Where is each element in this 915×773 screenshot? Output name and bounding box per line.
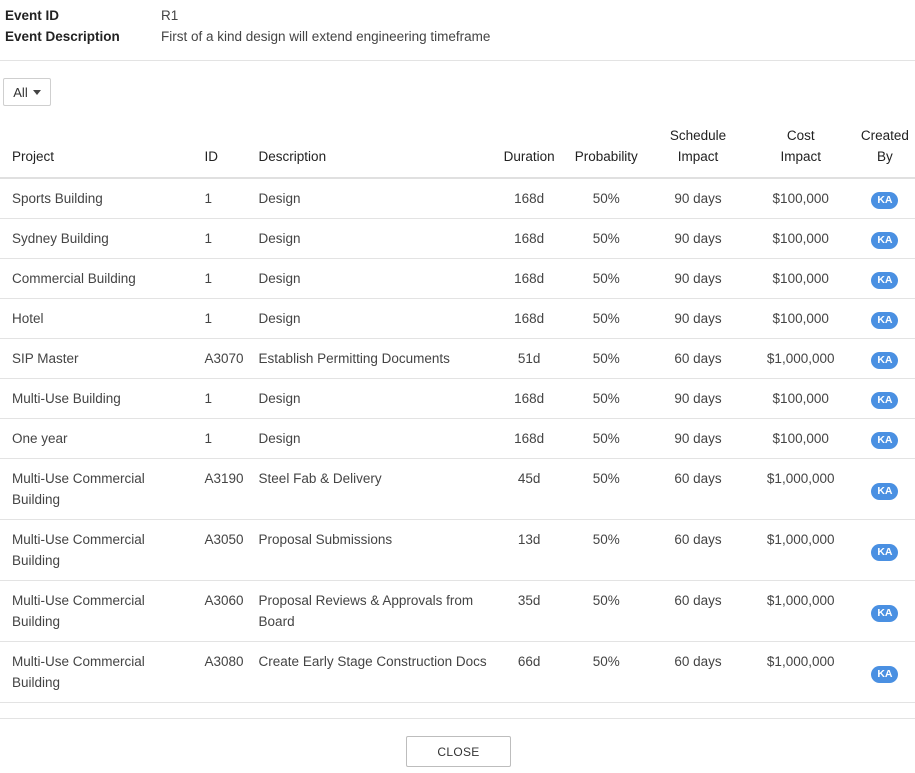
description-cell: Establish Permitting Documents [255, 339, 496, 379]
duration-cell: 168d [495, 299, 563, 339]
probability-cell: 50% [563, 520, 649, 581]
id-cell: 1 [200, 419, 254, 459]
footer-divider [0, 718, 915, 719]
close-button[interactable]: CLOSE [406, 736, 511, 767]
duration-cell: 168d [495, 178, 563, 219]
table-row[interactable] [0, 259, 915, 299]
created-by-cell [855, 219, 915, 259]
column-header-duration[interactable]: Duration [495, 114, 563, 178]
description-cell: Design [255, 259, 496, 299]
table-row[interactable] [0, 642, 915, 703]
created-by-cell [855, 379, 915, 419]
cost-impact-cell: $100,000 [747, 219, 855, 259]
project-cell: Multi-Use Commercial Building [0, 642, 200, 703]
column-header-schedule-impact[interactable] [649, 114, 746, 178]
filter-dropdown[interactable] [3, 78, 51, 106]
id-cell: A3060 [200, 581, 254, 642]
column-header-probability[interactable]: Probability [563, 114, 649, 178]
table-row[interactable] [0, 178, 915, 219]
project-cell: Multi-Use Commercial Building [0, 520, 200, 581]
created-header-line1: Created [860, 128, 909, 143]
id-cell: A3050 [200, 520, 254, 581]
created-by-cell [855, 520, 915, 581]
id-cell: 1 [200, 259, 254, 299]
description-cell: Design [255, 379, 496, 419]
description-cell: Design [255, 178, 496, 219]
description-cell: Design [255, 219, 496, 259]
id-cell: 1 [200, 299, 254, 339]
user-initials-badge: KA [871, 392, 898, 409]
project-cell: Multi-Use Commercial Building [0, 459, 200, 520]
cost-impact-cell: $100,000 [747, 259, 855, 299]
user-initials-badge: KA [871, 352, 898, 369]
event-header [5, 5, 490, 47]
created-header-line2: By [877, 149, 893, 164]
created-by-cell [855, 299, 915, 339]
created-by-cell [855, 259, 915, 299]
description-cell: Proposal Submissions [255, 520, 496, 581]
filter-selected-label: All [13, 84, 28, 100]
duration-cell: 168d [495, 419, 563, 459]
probability-cell: 50% [563, 581, 649, 642]
probability-cell: 50% [563, 419, 649, 459]
caret-down-icon [33, 90, 41, 95]
table-row[interactable] [0, 459, 915, 520]
cost-impact-cell: $1,000,000 [747, 459, 855, 520]
project-cell: One year [0, 419, 200, 459]
created-by-cell [855, 339, 915, 379]
schedule-impact-cell: 90 days [649, 419, 746, 459]
project-cell: Hotel [0, 299, 200, 339]
duration-cell: 51d [495, 339, 563, 379]
project-cell: Sports Building [0, 178, 200, 219]
cost-impact-cell: $100,000 [747, 419, 855, 459]
event-id-value: R1 [161, 8, 179, 23]
schedule-impact-cell: 60 days [649, 459, 746, 520]
created-by-cell [855, 419, 915, 459]
description-cell: Proposal Reviews & Approvals from Board [255, 581, 496, 642]
schedule-header-line2: Impact [677, 149, 719, 164]
probability-cell: 50% [563, 219, 649, 259]
project-cell: SIP Master [0, 339, 200, 379]
user-initials-badge: KA [871, 666, 898, 683]
table-header-row [0, 114, 915, 178]
probability-cell: 50% [563, 299, 649, 339]
schedule-impact-cell: 60 days [649, 581, 746, 642]
cost-header-line2: Impact [780, 149, 821, 164]
cost-impact-cell: $1,000,000 [747, 642, 855, 703]
cost-impact-cell: $1,000,000 [747, 581, 855, 642]
schedule-impact-cell: 90 days [649, 259, 746, 299]
risk-events-table [0, 114, 915, 703]
event-description-label: Event Description [5, 29, 120, 44]
schedule-impact-cell: 60 days [649, 642, 746, 703]
probability-cell: 50% [563, 339, 649, 379]
user-initials-badge: KA [871, 192, 898, 209]
column-header-cost-impact[interactable] [747, 114, 855, 178]
schedule-header-line1: Schedule [669, 128, 727, 143]
user-initials-badge: KA [871, 272, 898, 289]
schedule-impact-cell: 90 days [649, 379, 746, 419]
project-cell: Multi-Use Commercial Building [0, 581, 200, 642]
cost-impact-cell: $1,000,000 [747, 520, 855, 581]
schedule-impact-cell: 90 days [649, 178, 746, 219]
probability-cell: 50% [563, 642, 649, 703]
column-header-project[interactable]: Project [0, 114, 200, 178]
id-cell: A3190 [200, 459, 254, 520]
id-cell: A3070 [200, 339, 254, 379]
user-initials-badge: KA [871, 432, 898, 449]
cost-impact-cell: $100,000 [747, 178, 855, 219]
header-divider [0, 60, 915, 61]
duration-cell: 35d [495, 581, 563, 642]
id-cell: 1 [200, 379, 254, 419]
user-initials-badge: KA [871, 483, 898, 500]
duration-cell: 168d [495, 219, 563, 259]
description-cell: Design [255, 299, 496, 339]
created-by-cell [855, 642, 915, 703]
project-cell: Commercial Building [0, 259, 200, 299]
duration-cell: 45d [495, 459, 563, 520]
column-header-created-by[interactable] [855, 114, 915, 178]
column-header-description[interactable]: Description [255, 114, 496, 178]
id-cell: 1 [200, 178, 254, 219]
description-cell: Design [255, 419, 496, 459]
table-row[interactable] [0, 339, 915, 379]
table-row[interactable] [0, 520, 915, 581]
created-by-cell [855, 459, 915, 520]
user-initials-badge: KA [871, 232, 898, 249]
user-initials-badge: KA [871, 544, 898, 561]
created-by-cell [855, 178, 915, 219]
table-row[interactable] [0, 219, 915, 259]
schedule-impact-cell: 60 days [649, 520, 746, 581]
cost-impact-cell: $100,000 [747, 379, 855, 419]
cost-impact-cell: $1,000,000 [747, 339, 855, 379]
probability-cell: 50% [563, 379, 649, 419]
cost-impact-cell: $100,000 [747, 299, 855, 339]
duration-cell: 13d [495, 520, 563, 581]
table-row[interactable] [0, 419, 915, 459]
probability-cell: 50% [563, 259, 649, 299]
schedule-impact-cell: 90 days [649, 219, 746, 259]
schedule-impact-cell: 60 days [649, 339, 746, 379]
table-row[interactable] [0, 299, 915, 339]
id-cell: 1 [200, 219, 254, 259]
cost-header-line1: Cost [786, 128, 815, 143]
schedule-impact-cell: 90 days [649, 299, 746, 339]
id-cell: A3080 [200, 642, 254, 703]
event-description-value: First of a kind design will extend engineering timeframe [161, 29, 491, 44]
user-initials-badge: KA [871, 605, 898, 622]
description-cell: Steel Fab & Delivery [255, 459, 496, 520]
table-row[interactable] [0, 581, 915, 642]
probability-cell: 50% [563, 178, 649, 219]
duration-cell: 168d [495, 259, 563, 299]
description-cell: Create Early Stage Construction Docs [255, 642, 496, 703]
duration-cell: 66d [495, 642, 563, 703]
table-row[interactable] [0, 379, 915, 419]
project-cell: Sydney Building [0, 219, 200, 259]
user-initials-badge: KA [871, 312, 898, 329]
duration-cell: 168d [495, 379, 563, 419]
project-cell: Multi-Use Building [0, 379, 200, 419]
column-header-id[interactable]: ID [200, 114, 254, 178]
created-by-cell [855, 581, 915, 642]
event-id-label: Event ID [5, 8, 60, 23]
probability-cell: 50% [563, 459, 649, 520]
